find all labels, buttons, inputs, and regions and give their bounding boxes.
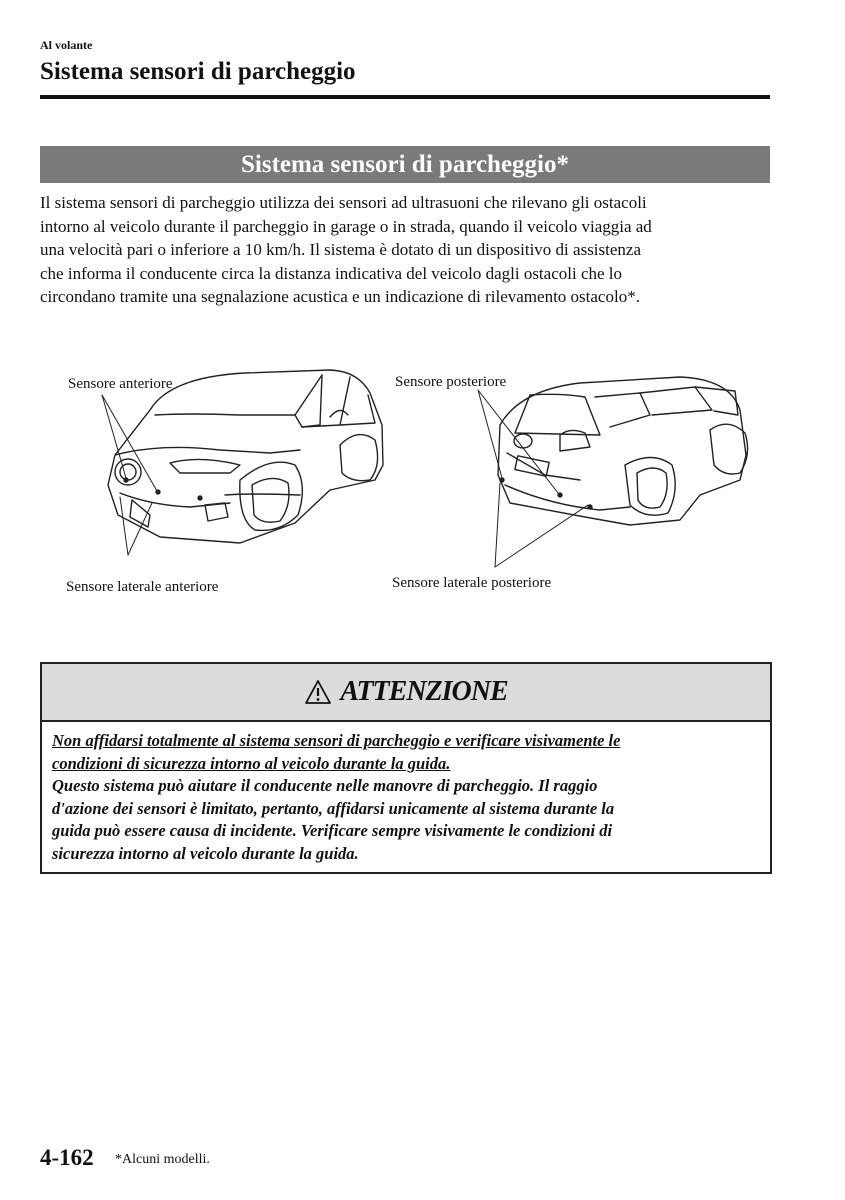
warning-underlined-line: condizioni di sicurezza intorno al veicolo durante la guida. xyxy=(52,753,451,773)
sensor-figure xyxy=(40,355,770,605)
intro-line: intorno al veicolo durante il parcheggio in garage o in strada, quando il veicolo viaggia ad xyxy=(40,216,652,236)
warning-header xyxy=(42,664,770,722)
warning-line: sicurezza intorno al veicolo durante la guida. xyxy=(52,843,359,863)
intro-paragraph xyxy=(40,191,780,309)
front-side-sensor-label: Sensore laterale anteriore xyxy=(66,579,219,595)
footnote: *Alcuni modelli. xyxy=(115,1152,210,1167)
front-sensor-label: Sensore anteriore xyxy=(68,376,173,392)
warning-underlined-line: Non affidarsi totalmente al sistema sensori di parcheggio e verificare visivamente le xyxy=(52,731,621,750)
warning-title: ATTENZIONE xyxy=(340,676,508,707)
rear-sensor-label: Sensore posteriore xyxy=(395,374,507,390)
warning-line: guida può essere causa di incidente. Verificare sempre visivamente le condizioni di xyxy=(52,821,613,840)
warning-line: d'azione dei sensori è limitato, pertanto, affidarsi unicamente al sistema durante la xyxy=(52,798,615,818)
warning-body xyxy=(42,722,770,865)
warning-line: Questo sistema può aiutare il conducente nelle manovre di parcheggio. Il raggio xyxy=(52,776,598,795)
warning-box xyxy=(40,662,772,874)
intro-line: una velocità pari o inferiore a 10 km/h. Il sistema è dotato di un dispositivo di assistenza xyxy=(40,240,642,259)
front-car-drawing xyxy=(108,370,383,543)
intro-line: circondano tramite una segnalazione acustica e un indicazione di rilevamento ostacolo*. xyxy=(40,287,640,306)
section-banner: Sistema sensori di parcheggio* xyxy=(40,146,770,183)
section-label: Al volante xyxy=(40,38,93,52)
intro-line: Il sistema sensori di parcheggio utilizza dei sensori ad ultrasuoni che rilevano gli ostacoli xyxy=(40,193,647,212)
rear-side-sensor-label: Sensore laterale posteriore xyxy=(392,575,552,591)
rear-car-drawing xyxy=(498,377,748,525)
intro-line: che informa il conducente circa la distanza indicativa del veicolo dagli ostacoli che lo xyxy=(40,263,623,283)
page-title: Sistema sensori di parcheggio xyxy=(40,58,356,85)
title-rule xyxy=(40,95,770,99)
warning-triangle-icon xyxy=(304,679,332,705)
page-number: 4-162 xyxy=(40,1145,94,1170)
